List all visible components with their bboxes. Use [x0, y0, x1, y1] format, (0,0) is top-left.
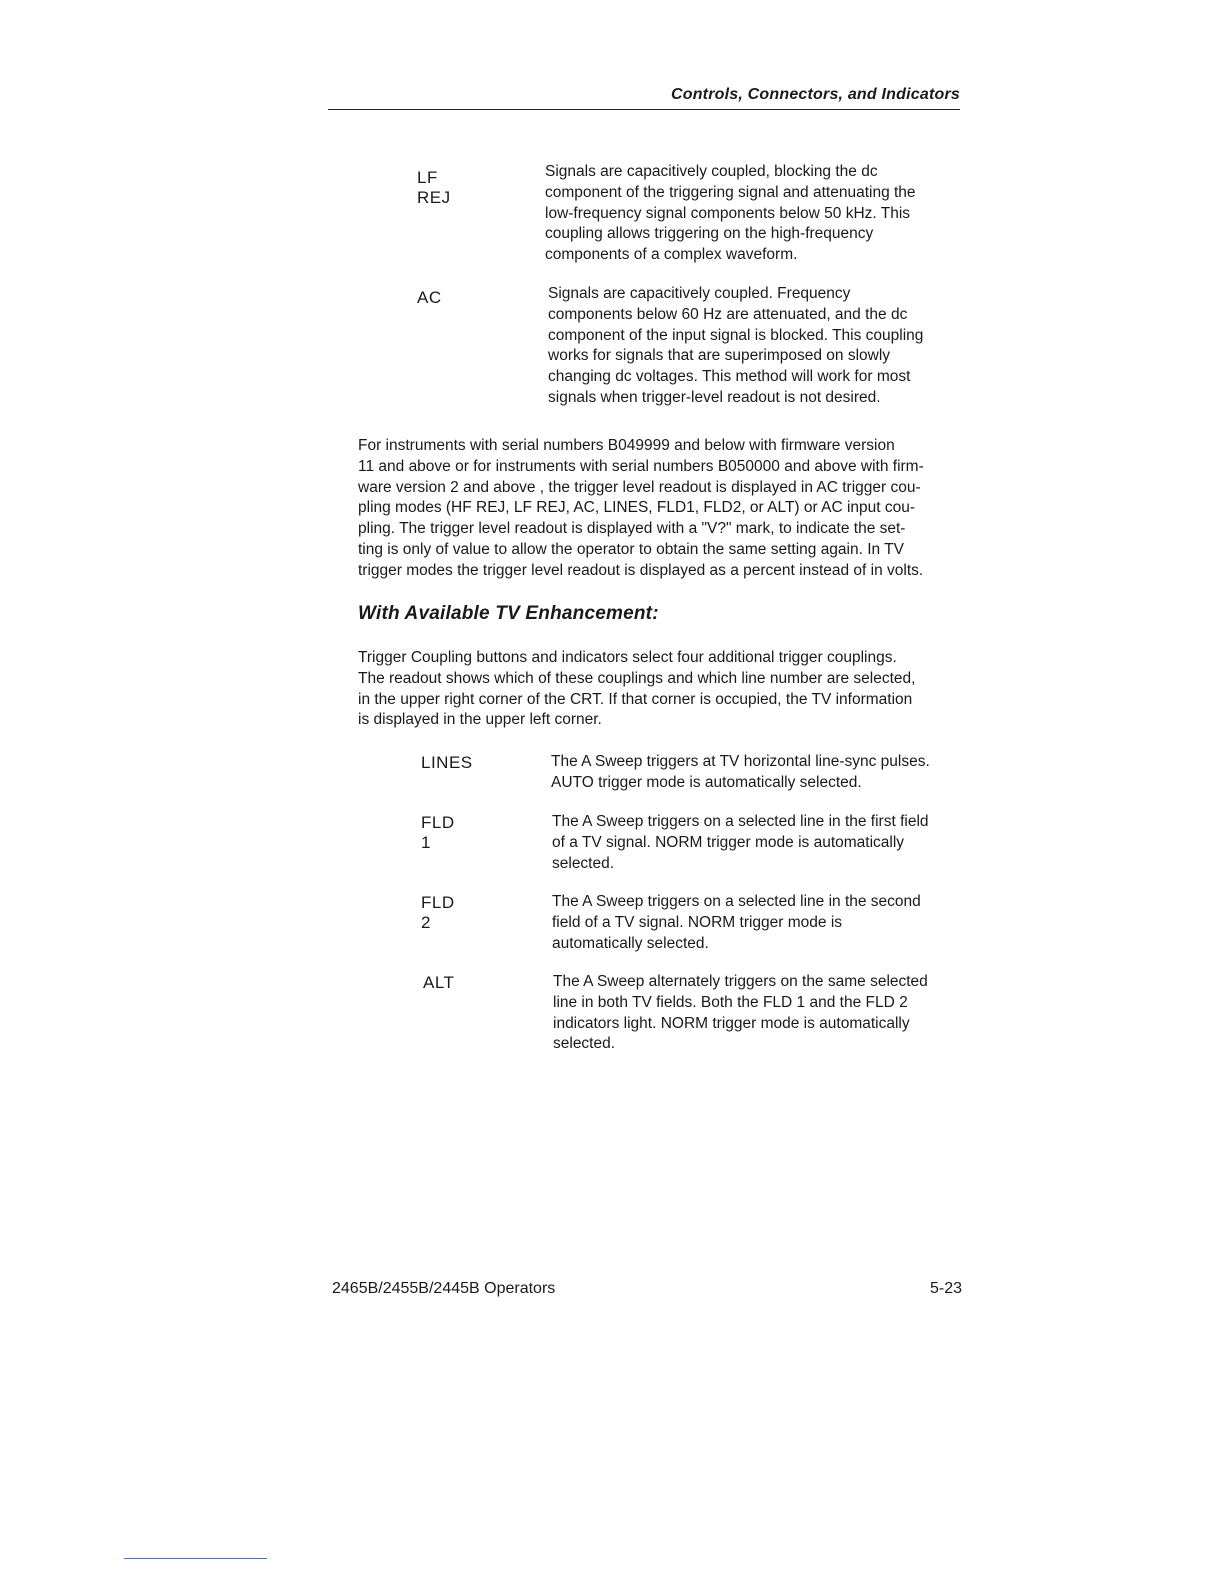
bottom-divider — [124, 1558, 267, 1559]
footer-page-number: 5-23 — [929, 1280, 962, 1297]
definition-text: The A Sweep alternately triggers on the same selected line in both TV fields. Both the FLD 1 and the FLD 2 indicators light. NORM trigger mode is automatically selected. — [553, 973, 928, 1053]
definition-term: ALT — [423, 973, 455, 992]
tv-intro-paragraph: Trigger Coupling buttons and indicators select four additional trigger couplings. The readout shows which of these couplings and which line number are selected, in the upper right corner of the CRT. If that corner is occupied, the TV information is displayed in the upper left corner. — [358, 649, 916, 729]
definition-text: Signals are capacitively coupled. Frequency components below 60 Hz are attenuated, and the dc component of the input signal is blocked. This coupling works for signals that are superimposed on slowly changing dc voltages. This method will work for most signals when trigger-level readout is not desired. — [548, 285, 924, 406]
definition-term: LINES — [421, 753, 473, 772]
definition-term: AC — [417, 288, 442, 307]
definition-text: Signals are capacitively coupled, blocking the dc component of the triggering signal and attenuating the low-frequency signal components below 50 kHz. This coupling allows triggering on the high-frequency components of a complex waveform. — [545, 163, 916, 264]
page-header-title: Controls, Connectors, and Indicators — [670, 86, 960, 103]
header-divider — [328, 109, 960, 110]
section-heading: With Available TV Enhancement: — [358, 603, 659, 624]
definition-term: FLD 1 — [421, 813, 455, 852]
definition-text: The A Sweep triggers on a selected line in the second field of a TV signal. NORM trigger mode is automatically selected. — [552, 893, 921, 952]
definition-text: The A Sweep triggers at TV horizontal line-sync pulses. AUTO trigger mode is automatically selected. — [551, 753, 930, 791]
firmware-paragraph: For instruments with serial numbers B049999 and below with firmware version 11 and above or for instruments with serial numbers B050000 and above with firm- ware version 2 and above , the trigger level readout is displayed in AC trigger cou- pling modes (HF REJ, LF REJ, AC, LINES, FLD1, FLD2, or ALT) or AC input cou- pling. The trigger level readout is displayed with a "V?" mark, to indicate the set- ting is only of value to allow the operator to obtain the same setting again. In TV trigger modes the trigger level readout is displayed as a percent instead of in volts. — [358, 437, 924, 579]
footer-manual-title: 2465B/2455B/2445B Operators — [332, 1280, 556, 1297]
definition-term: FLD 2 — [421, 893, 455, 932]
definition-term: LF REJ — [417, 168, 451, 207]
definition-text: The A Sweep triggers on a selected line in the first field of a TV signal. NORM trigger mode is automatically selected. — [552, 813, 929, 872]
